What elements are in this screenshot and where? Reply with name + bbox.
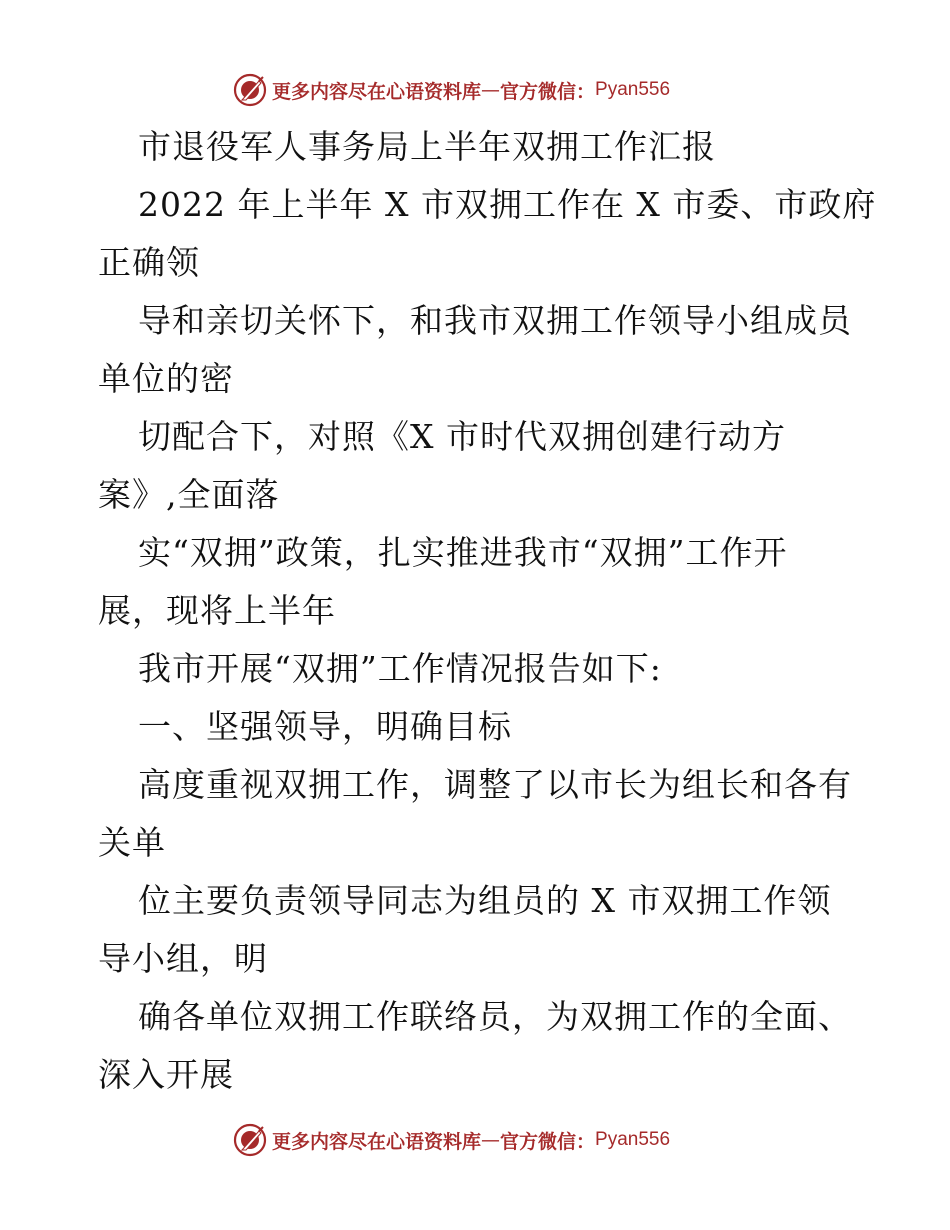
banner-contact-label: 官方微信：: [500, 80, 596, 103]
paragraph-line: 位主要负责领导同志为组员的 X 市双拥工作领: [138, 881, 832, 920]
document-title: 市退役军人事务局上半年双拥工作汇报: [138, 127, 716, 166]
paragraph-line: 导小组，明: [98, 939, 268, 978]
feather-pen-circle-icon: [232, 72, 268, 108]
banner-contact-id: Pyan556: [595, 1129, 671, 1150]
banner-main-text: 更多内容尽在心语资料库: [272, 1130, 482, 1153]
header-banner: [232, 70, 670, 110]
paragraph-line: 展，现将上半年: [98, 591, 336, 630]
paragraph-line: 深入开展: [98, 1055, 234, 1094]
paragraph-line: 单位的密: [98, 359, 234, 398]
paragraph-line: 我市开展“双拥”工作情况报告如下:: [138, 649, 662, 688]
paragraph-line: 案》,全面落: [98, 475, 280, 514]
paragraph-line: 2022 年上半年 X 市双拥工作在 X 市委、市政府: [138, 185, 877, 224]
banner-separator: —: [481, 79, 501, 101]
footer-banner: [232, 1120, 670, 1160]
banner-contact-label: 官方微信：: [500, 1130, 596, 1153]
paragraph-line: 确各单位双拥工作联络员，为双拥工作的全面、: [138, 997, 852, 1036]
banner-contact-id: Pyan556: [595, 79, 671, 100]
banner-separator: —: [481, 1129, 501, 1151]
paragraph-line: 切配合下，对照《X 市时代双拥创建行动方: [138, 417, 786, 456]
document-body: [98, 118, 877, 1104]
banner-main-text: 更多内容尽在心语资料库: [272, 80, 482, 103]
paragraph-line: 正确领: [98, 243, 200, 282]
paragraph-line: 高度重视双拥工作，调整了以市长为组长和各有: [138, 765, 852, 804]
paragraph-line: 关单: [98, 823, 166, 862]
section-heading: 一、坚强领导，明确目标: [138, 707, 512, 746]
paragraph-line: 实“双拥”政策，扎实推进我市“双拥”工作开: [138, 533, 788, 572]
paragraph-line: 导和亲切关怀下，和我市双拥工作领导小组成员: [138, 301, 852, 340]
feather-pen-circle-icon: [232, 1122, 268, 1158]
